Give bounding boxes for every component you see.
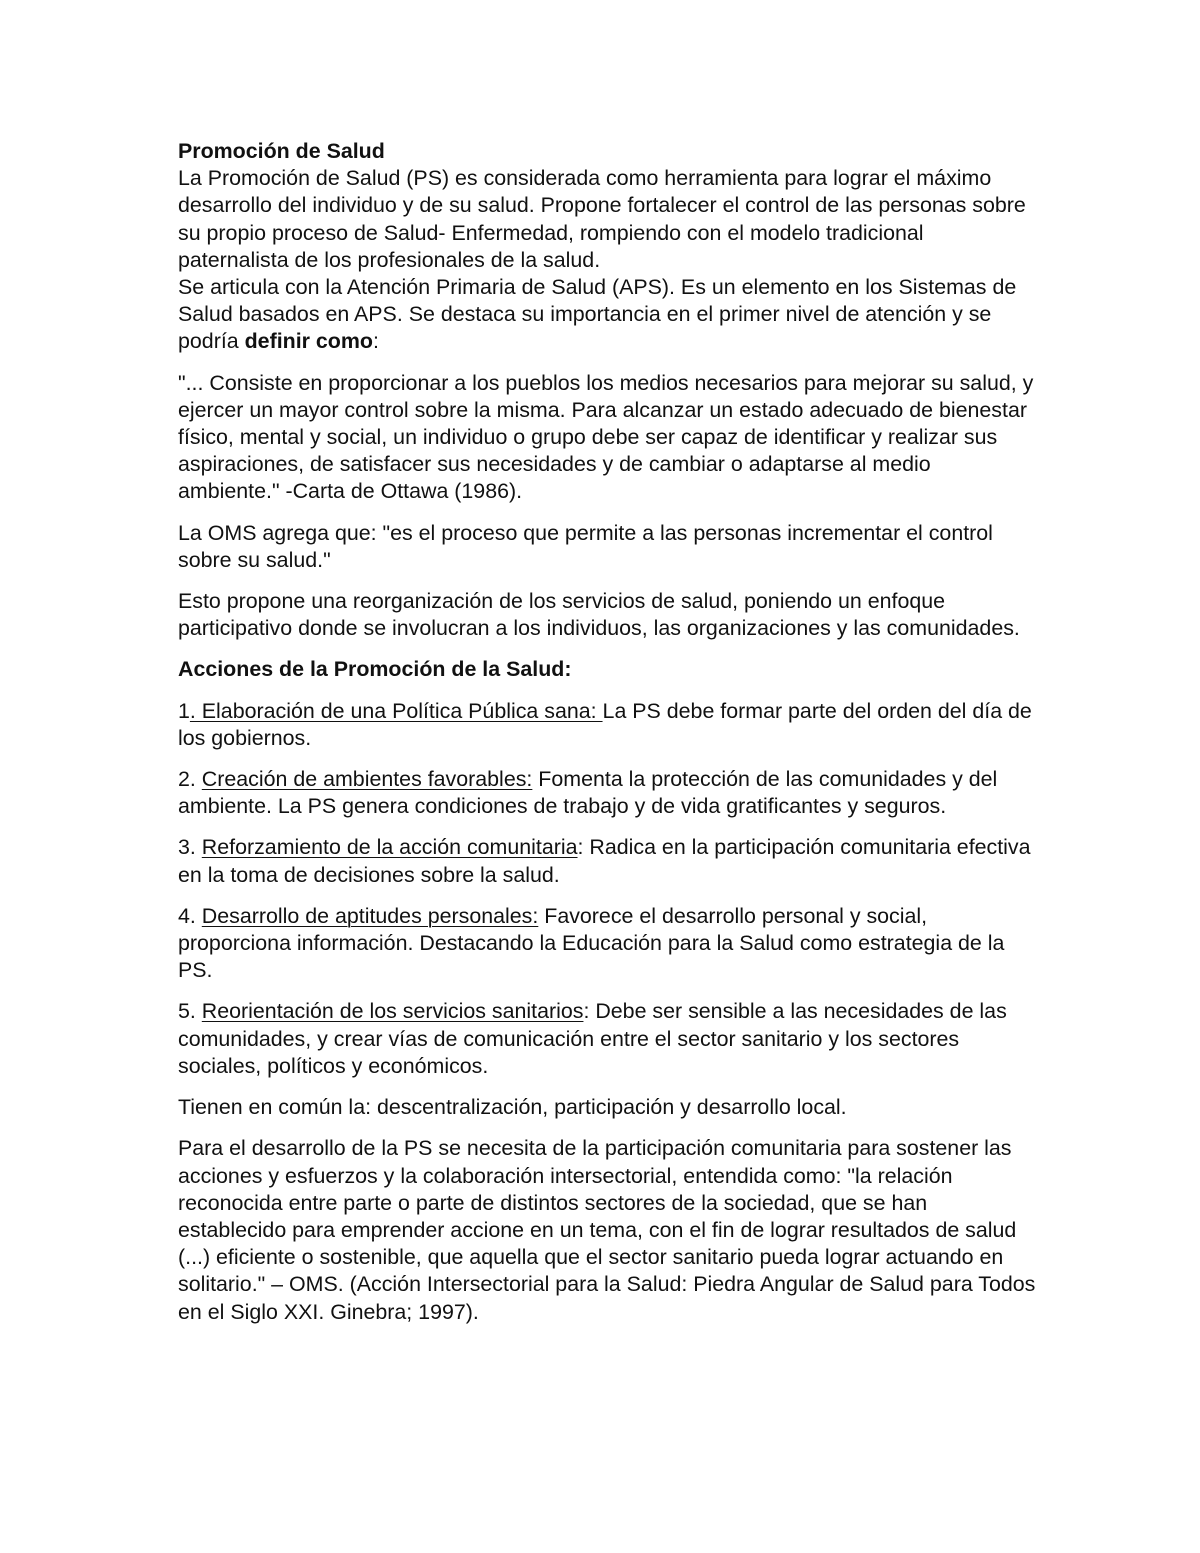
- action-title: Desarrollo de aptitudes personales:: [201, 903, 539, 928]
- action-number: 3.: [178, 835, 202, 860]
- action-text: : Debe ser sensible a las necesidades de las comunidades, y crear vías de comunicación entre el sector sanitario y los sectores sociales, políticos y económicos.: [178, 999, 1007, 1078]
- document-page: [178, 138, 1038, 1326]
- action-number: 4.: [178, 903, 202, 928]
- action-text: Fomenta la protección de las comunidades y del ambiente. La PS genera condiciones de trabajo y de vida gratificantes y seguros.: [178, 767, 998, 819]
- document-title: Promoción de Salud: [178, 139, 385, 163]
- action-number: 1: [178, 698, 190, 723]
- action-title: . Elaboración de una Política Pública sana:: [189, 698, 603, 723]
- definition-bold: definir como: [244, 329, 373, 354]
- action-number: 2.: [178, 767, 202, 792]
- closing-paragraph: Para el desarrollo de la PS se necesita de la participación comunitaria para sostener las acciones y esfuerzos y la colaboración intersectorial, entendida como: "la relación reconocida entre parte o parte de distintos sectores de la sociedad, que se han establecido para emprender accione en un tema, con el fin de lograr resultados de salud (...) eficiente o sostenible, que aquella que el sector sanitario pueda lograr actuando en solitario." – OMS. (Acción Intersectorial para la Salud: Piedra Angular de Salud para Todos en el Siglo XXI. Ginebra; 1997).: [178, 1136, 1036, 1324]
- oms-paragraph: La OMS agrega que: "es el proceso que permite a las personas incrementar el control sobre su salud.": [178, 520, 993, 572]
- aps-colon: :: [372, 329, 379, 354]
- reorganization-paragraph: Esto propone una reorganización de los servicios de salud, poniendo un enfoque participativo donde se involucran a los individuos, las organizaciones y las comunidades.: [178, 589, 1020, 641]
- action-text: La PS debe formar parte del orden del día de los gobiernos.: [178, 698, 1032, 750]
- action-item: [178, 766, 1038, 820]
- aps-paragraph: [178, 274, 1038, 356]
- aps-text: Se articula con la Atención Primaria de Salud (APS). Es un elemento en los Sistemas de Salud basados en APS. Se destaca su importancia en el primer nivel de atención y se podría: [178, 275, 1017, 354]
- action-title: Creación de ambientes favorables:: [201, 767, 533, 792]
- action-item: [178, 698, 1038, 752]
- action-item: [178, 834, 1038, 888]
- actions-heading: Acciones de la Promoción de la Salud:: [178, 657, 572, 682]
- action-number: 5.: [178, 999, 202, 1024]
- ottawa-quote: "... Consiste en proporcionar a los pueblos los medios necesarios para mejorar su salud, y ejercer un mayor control sobre la misma. Para alcanzar un estado adecuado de bienestar físico, mental y social, un individuo o grupo debe ser capaz de identificar y realizar sus aspiraciones, de satisfacer sus necesidades y de cambiar o adaptarse al medio ambiente." -Carta de Ottawa (1986).: [178, 370, 1034, 504]
- intro-paragraph: La Promoción de Salud (PS) es considerada como herramienta para lograr el máximo desarrollo del individuo y de su salud. Propone fortalecer el control de las personas sobre su propio proceso de Salud- Enfermedad, rompiendo con el modelo tradicional paternalista de los profesionales de la salud.: [178, 166, 1026, 272]
- action-title: Reorientación de los servicios sanitarios: [201, 999, 584, 1024]
- common-paragraph: Tienen en común la: descentralización, participación y desarrollo local.: [178, 1095, 847, 1120]
- action-title: Reforzamiento de la acción comunitaria: [201, 835, 578, 860]
- action-item: [178, 903, 1038, 985]
- action-text: : Radica en la participación comunitaria efectiva en la toma de decisiones sobre la salud.: [178, 835, 1031, 887]
- action-text: Favorece el desarrollo personal y social, proporciona información. Destacando la Educación para la Salud como estrategia de la PS.: [178, 903, 1005, 983]
- action-item: [178, 998, 1038, 1080]
